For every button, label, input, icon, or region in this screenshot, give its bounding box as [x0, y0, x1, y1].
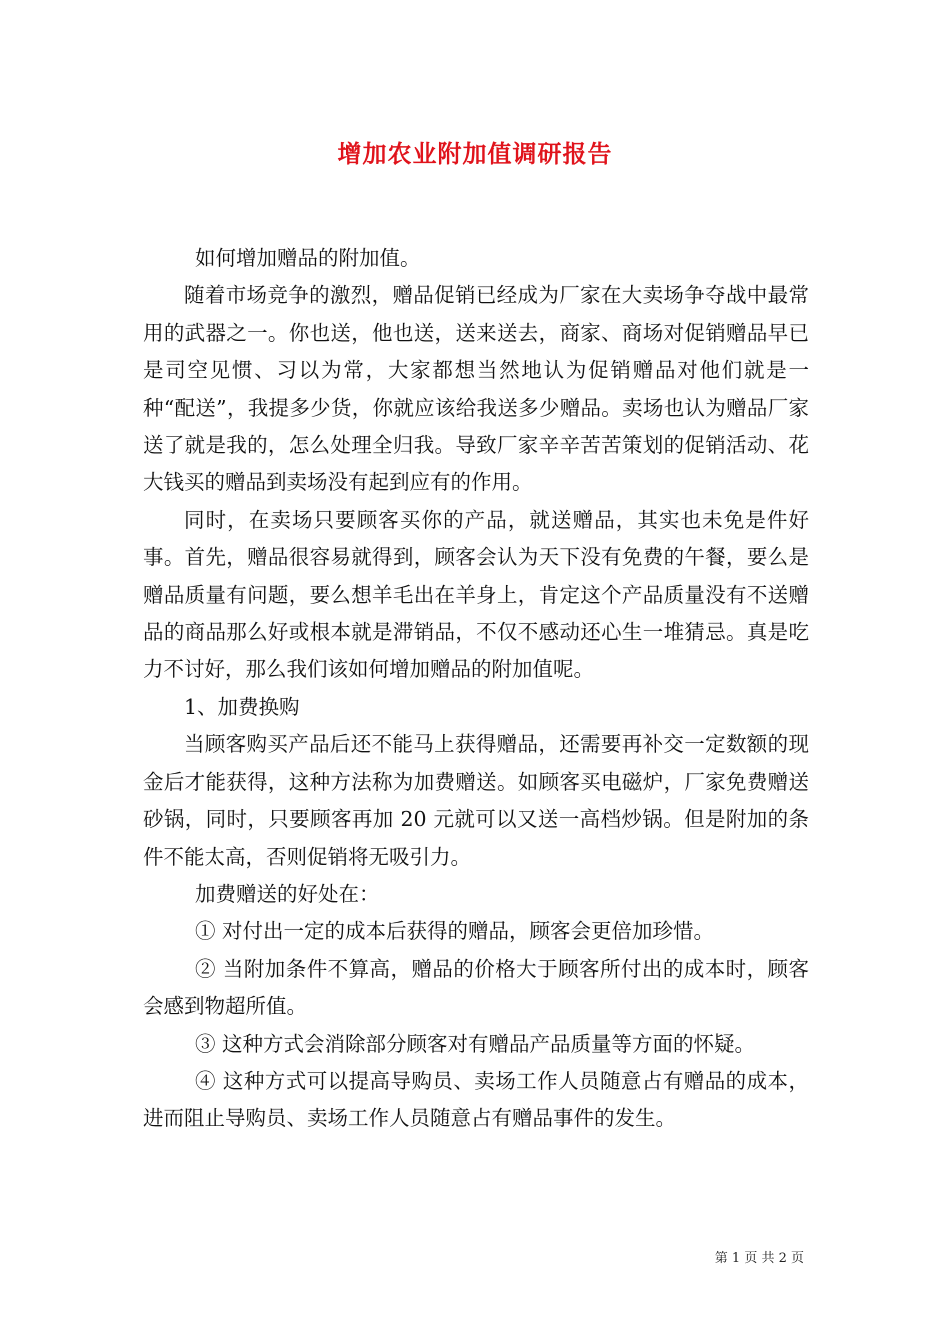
paragraph: 当顾客购买产品后还不能马上获得赠品，还需要再补交一定数额的现金后才能获得，这种方法称为加费赠送。如顾客买电磁炉，厂家免费赠送砂锅，同时，只要顾客再加 20 元就可以又送一高档炒锅。但是附加的条件不能太高，否则促销将无吸引力。	[143, 732, 809, 869]
list-item: ④ 这种方式可以提高导购员、卖场工作人员随意占有赠品的成本，进而阻止导购员、卖场工作人员随意占有赠品事件的发生。	[143, 1068, 809, 1131]
list-heading: 加费赠送的好处在：	[195, 881, 380, 906]
list-item: ② 当附加条件不算高，赠品的价格大于顾客所付出的成本时，顾客会感到物超所值。	[143, 956, 809, 1019]
list-item: ③ 这种方式会消除部分顾客对有赠品产品质量等方面的怀疑。	[195, 1031, 756, 1056]
document-title: 增加农业附加值调研报告	[337, 140, 613, 168]
paragraph-intro: 如何增加赠品的附加值。	[195, 246, 421, 270]
list-item: ① 对付出一定的成本后获得的赠品，顾客会更倍加珍惜。	[195, 919, 715, 944]
document-body	[143, 240, 809, 1138]
paragraph: 同时，在卖场只要顾客买你的产品，就送赠品，其实也未免是件好事。首先，赠品很容易就得到，顾客会认为天下没有免费的午餐，要么是赠品质量有问题，要么想羊毛出在羊身上，肯定这个产品质量没有不送赠品的商品那么好或根本就是滞销品，不仅不感动还心生一堆猜忌。真是吃力不讨好，那么我们该如何增加赠品的附加值呢。	[143, 507, 809, 682]
page-footer: 第 1 页 共 2 页	[714, 1251, 804, 1266]
section-heading: 1、加费换购	[184, 694, 300, 719]
paragraph: 随着市场竞争的激烈，赠品促销已经成为厂家在大卖场争夺战中最常用的武器之一。你也送，他也送，送来送去，商家、商场对促销赠品早已是司空见惯、习以为常，大家都想当然地认为促销赠品对他们就是一种“配送”，我提多少货，你就应该给我送多少赠品。卖场也认为赠品厂家送了就是我的，怎么处理全归我。导致厂家辛辛苦苦策划的促销活动、花大钱买的赠品到卖场没有起到应有的作用。	[143, 283, 809, 495]
